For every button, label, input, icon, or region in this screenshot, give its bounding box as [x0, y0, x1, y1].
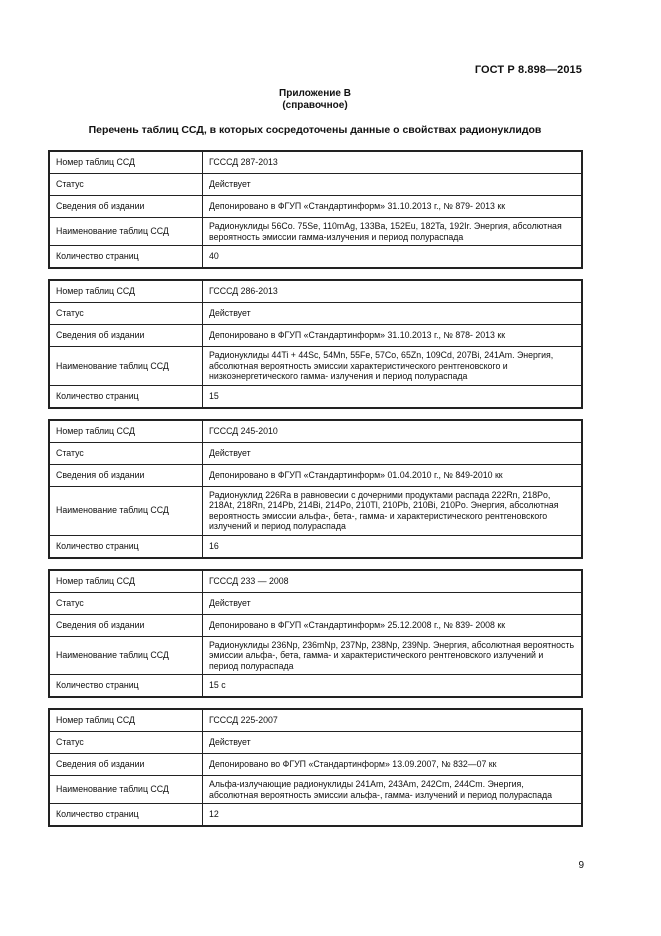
- row-key: Статус: [49, 442, 203, 464]
- row-key: Наименование таблиц ССД: [49, 218, 203, 246]
- table-row: [49, 347, 582, 386]
- row-key: Статус: [49, 174, 203, 196]
- row-value: 15 с: [203, 675, 583, 698]
- table-row: [49, 218, 582, 246]
- row-key: Наименование таблиц ССД: [49, 486, 203, 535]
- row-key: Наименование таблиц ССД: [49, 636, 203, 675]
- row-value: 15: [203, 385, 583, 408]
- row-value: Депонировано в ФГУП «Стандартинформ» 25.12.2008 г., № 839- 2008 кк: [203, 614, 583, 636]
- row-value: Депонировано в ФГУП «Стандартинформ» 31.10.2013 г., № 878- 2013 кк: [203, 325, 583, 347]
- table-row: [49, 303, 582, 325]
- table-row: [49, 592, 582, 614]
- table-row: [49, 151, 582, 174]
- appendix-subtitle: (справочное): [282, 100, 348, 111]
- table-row: [49, 614, 582, 636]
- row-value: ГСССД 245-2010: [203, 420, 583, 443]
- appendix-heading: [0, 88, 630, 112]
- row-key: Статус: [49, 732, 203, 754]
- ssd-tables-container: [48, 150, 583, 837]
- row-key: Номер таблиц ССД: [49, 570, 203, 593]
- row-value: 40: [203, 246, 583, 269]
- table-row: [49, 804, 582, 827]
- ssd-table-4: [48, 569, 583, 699]
- ssd-table-2: [48, 279, 583, 409]
- row-value: Радионуклиды 44Ti + 44Sc, 54Mn, 55Fe, 57Co, 65Zn, 109Cd, 207Bi, 241Am. Энергия, абсолютная вероятность эмиссии характеристического рентгеновского и низкоэнергетического гамма- излучения и период полураспада: [203, 347, 583, 386]
- table-row: [49, 776, 582, 804]
- ssd-table-1: [48, 150, 583, 269]
- appendix-title: Приложение В: [279, 88, 351, 99]
- table-row: [49, 535, 582, 558]
- row-value: 12: [203, 804, 583, 827]
- table-row: [49, 570, 582, 593]
- row-value: Действует: [203, 732, 583, 754]
- row-key: Количество страниц: [49, 675, 203, 698]
- document-code: ГОСТ Р 8.898—2015: [474, 64, 582, 76]
- row-value: Депонировано в ФГУП «Стандартинформ» 01.04.2010 г., № 849-2010 кк: [203, 464, 583, 486]
- table-row: [49, 636, 582, 675]
- row-value: Радионуклиды 236Np, 236mNp, 237Np, 238Np, 239Np. Энергия, абсолютная вероятность эмиссии альфа-, бета, гамма- и характеристического рентгеновского излучений и период полураспада: [203, 636, 583, 675]
- row-key: Сведения об издании: [49, 754, 203, 776]
- row-value: Радионуклиды 56Co. 75Se, 110mAg, 133Ba, 152Eu, 182Ta, 192Ir. Энергия, абсолютная вероятность эмиссии гамма-излучения и период полураспада: [203, 218, 583, 246]
- row-key: Номер таблиц ССД: [49, 420, 203, 443]
- row-value: Радионуклид 226Ra в равновесии с дочерними продуктами распада 222Rn, 218Po, 218At, 218Rn, 214Pb, 214Bi, 214Po, 210Tl, 210Pb, 210Bi, 210Po. Энергия, абсолютная вероятность эмиссии альфа-, бета-, гамма- и характеристического рентгеновского излучений и период полураспада: [203, 486, 583, 535]
- page-number: 9: [578, 860, 584, 871]
- page-title: Перечень таблиц ССД, в которых сосредоточены данные о свойствах радионуклидов: [88, 124, 542, 136]
- row-key: Номер таблиц ССД: [49, 709, 203, 732]
- table-row: [49, 325, 582, 347]
- row-key: Сведения об издании: [49, 325, 203, 347]
- row-value: Депонировано в ФГУП «Стандартинформ» 31.10.2013 г., № 879- 2013 кк: [203, 196, 583, 218]
- row-key: Статус: [49, 303, 203, 325]
- row-value: Депонировано во ФГУП «Стандартинформ» 13.09.2007, № 832—07 кк: [203, 754, 583, 776]
- row-value: Действует: [203, 174, 583, 196]
- row-value: ГСССД 233 — 2008: [203, 570, 583, 593]
- row-key: Количество страниц: [49, 246, 203, 269]
- table-row: [49, 675, 582, 698]
- row-key: Наименование таблиц ССД: [49, 347, 203, 386]
- row-value: Альфа-излучающие радионуклиды 241Am, 243Am, 242Cm, 244Cm. Энергия, абсолютная вероятность эмиссии альфа-, гамма- излучений и период полураспада: [203, 776, 583, 804]
- row-key: Сведения об издании: [49, 614, 203, 636]
- ssd-table-3: [48, 419, 583, 559]
- table-row: [49, 709, 582, 732]
- table-row: [49, 280, 582, 303]
- table-row: [49, 486, 582, 535]
- table-row: [49, 442, 582, 464]
- row-key: Сведения об издании: [49, 196, 203, 218]
- table-row: [49, 174, 582, 196]
- row-value: 16: [203, 535, 583, 558]
- table-row: [49, 420, 582, 443]
- row-value: Действует: [203, 592, 583, 614]
- ssd-table-5: [48, 708, 583, 827]
- table-row: [49, 754, 582, 776]
- row-value: ГСССД 286-2013: [203, 280, 583, 303]
- row-key: Количество страниц: [49, 535, 203, 558]
- row-value: ГСССД 287-2013: [203, 151, 583, 174]
- table-row: [49, 464, 582, 486]
- row-key: Статус: [49, 592, 203, 614]
- table-row: [49, 385, 582, 408]
- row-value: Действует: [203, 303, 583, 325]
- row-key: Номер таблиц ССД: [49, 151, 203, 174]
- row-key: Количество страниц: [49, 385, 203, 408]
- row-key: Сведения об издании: [49, 464, 203, 486]
- table-row: [49, 196, 582, 218]
- row-key: Наименование таблиц ССД: [49, 776, 203, 804]
- row-value: ГСССД 225-2007: [203, 709, 583, 732]
- table-row: [49, 732, 582, 754]
- table-row: [49, 246, 582, 269]
- row-key: Номер таблиц ССД: [49, 280, 203, 303]
- row-key: Количество страниц: [49, 804, 203, 827]
- row-value: Действует: [203, 442, 583, 464]
